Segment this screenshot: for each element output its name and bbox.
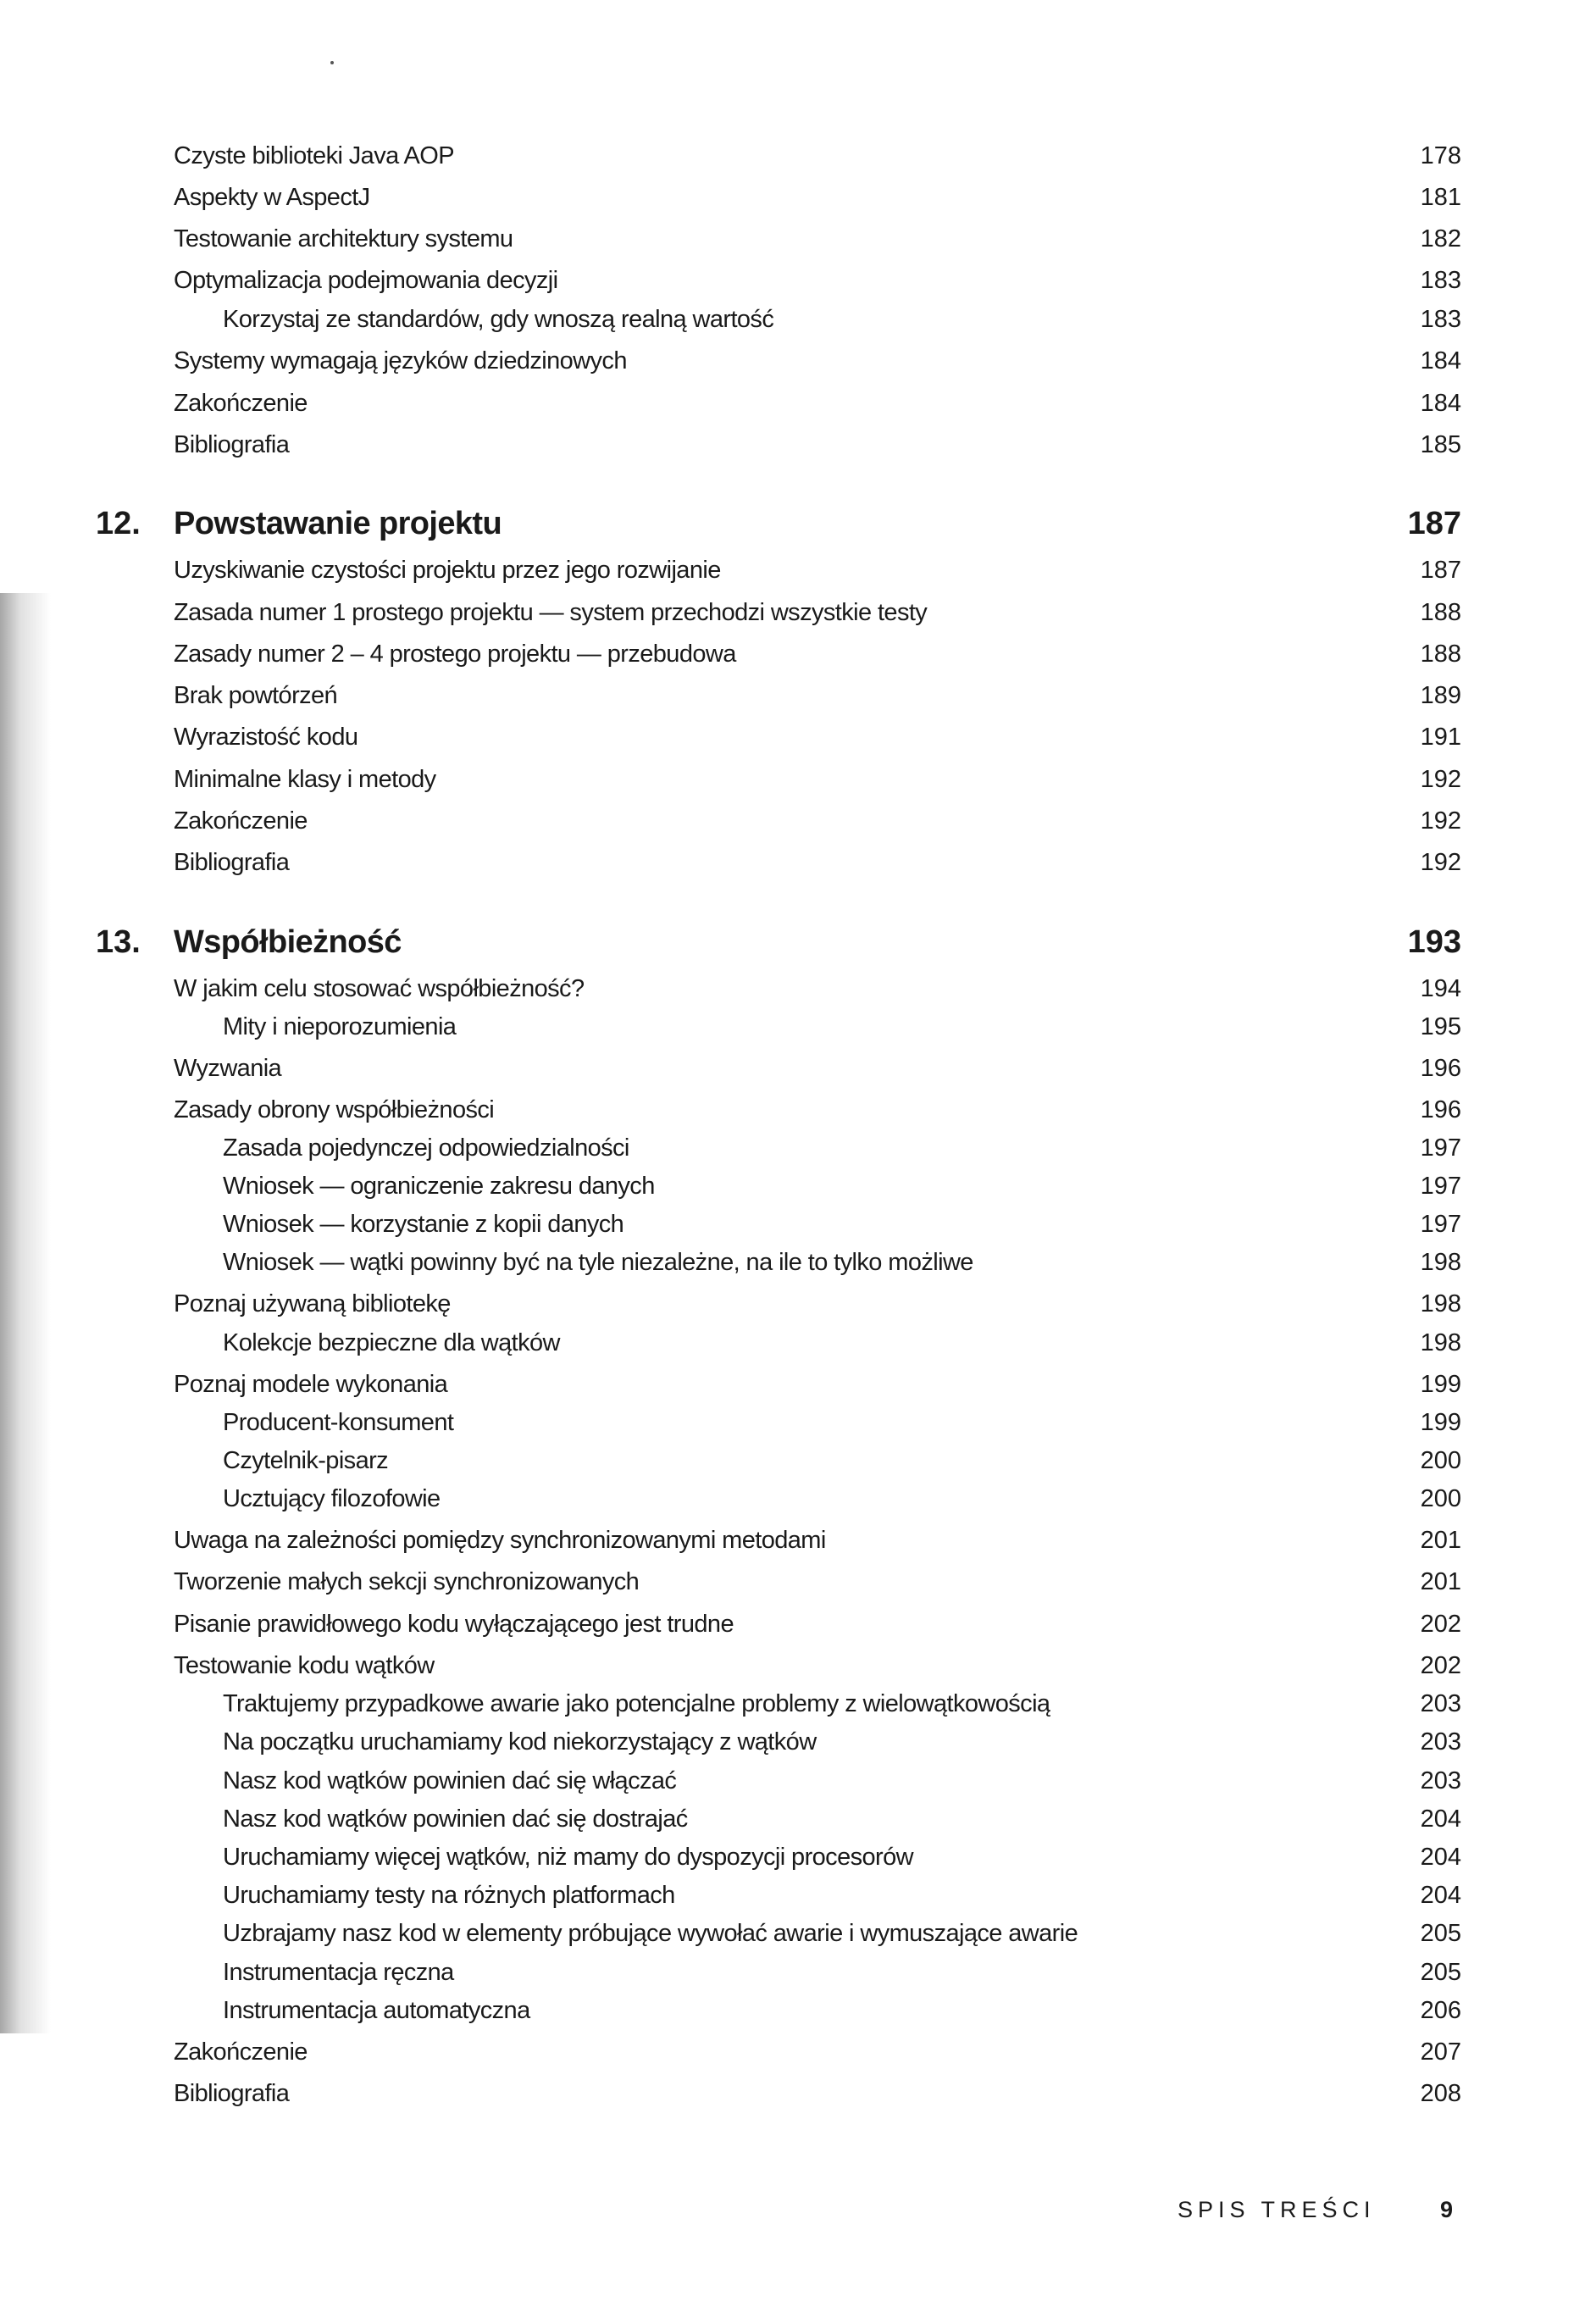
entry-page: 197: [1420, 1134, 1461, 1162]
toc-entry: [174, 846, 1461, 879]
toc-subentry: [174, 1131, 1461, 1165]
entry-title: Uzyskiwanie czystości projektu przez jego rozwijanie: [174, 557, 721, 584]
entry-page: 207: [1420, 2038, 1461, 2066]
toc-entry: [174, 222, 1461, 256]
toc-entry: [174, 1367, 1461, 1401]
entry-page: 205: [1420, 1959, 1461, 1986]
entry-title: Wyzwania: [174, 1055, 282, 1082]
entry-title: Optymalizacja podejmowania decyzji: [174, 267, 558, 294]
entry-page: 194: [1420, 975, 1461, 1002]
toc-entry: [174, 1093, 1461, 1127]
toc-entry: [174, 428, 1461, 462]
entry-page: 189: [1420, 682, 1461, 709]
entry-page: 183: [1420, 267, 1461, 294]
entry-title: Uruchamiamy testy na różnych platformach: [223, 1882, 675, 1909]
entry-page: 202: [1420, 1611, 1461, 1638]
entry-page: 201: [1420, 1568, 1461, 1595]
entry-page: 197: [1420, 1173, 1461, 1200]
toc-entry: [174, 553, 1461, 587]
entry-page: 205: [1420, 1920, 1461, 1947]
toc-subentry: [174, 1840, 1461, 1874]
entry-page: 182: [1420, 225, 1461, 252]
entry-page: 208: [1420, 2080, 1461, 2107]
toc-entry: [174, 1649, 1461, 1683]
entry-title: Uwaga na zależności pomiędzy synchronizowanymi metodami: [174, 1527, 826, 1554]
entry-title: Zakończenie: [174, 807, 308, 835]
entry-page: 188: [1420, 641, 1461, 668]
toc-subentry: [174, 1406, 1461, 1439]
toc-entry: [174, 139, 1461, 173]
entry-page: 181: [1420, 184, 1461, 211]
entry-page: 192: [1420, 849, 1461, 876]
footer-page-number: 9: [1440, 2197, 1454, 2222]
entry-page: 206: [1420, 1997, 1461, 2024]
entry-title: Wyrazistość kodu: [174, 724, 358, 751]
toc-subentry: [174, 1916, 1461, 1950]
chapter-title: Powstawanie projektu: [174, 506, 502, 541]
entry-title: Bibliografia: [174, 431, 290, 458]
entry-title: Zasada pojedynczej odpowiedzialności: [223, 1134, 629, 1162]
toc-subentry: [174, 1245, 1461, 1279]
toc-entry: [174, 1607, 1461, 1641]
toc-entry: [174, 1287, 1461, 1321]
entry-page: 184: [1420, 347, 1461, 374]
chapter-page: 187: [1407, 506, 1461, 541]
chapter-number: 13.: [96, 924, 141, 960]
entry-title: Na początku uruchamiamy kod niekorzystający z wątków: [223, 1728, 817, 1755]
entry-page: 203: [1420, 1728, 1461, 1755]
entry-title: Ucztujący filozofowie: [223, 1485, 441, 1512]
entry-page: 192: [1420, 807, 1461, 835]
entry-title: Uruchamiamy więcej wątków, niż mamy do dyspozycji procesorów: [223, 1844, 913, 1871]
entry-title: Pisanie prawidłowego kodu wyłączającego jest trudne: [174, 1611, 734, 1638]
toc-entry: [174, 1051, 1461, 1085]
entry-page: 196: [1420, 1096, 1461, 1123]
chapter-heading: [96, 502, 1461, 545]
entry-title: Poznaj modele wykonania: [174, 1371, 448, 1398]
chapter-heading: [96, 921, 1461, 963]
entry-title: Minimalne klasy i metody: [174, 766, 436, 793]
toc-entry: [174, 180, 1461, 214]
entry-page: 195: [1420, 1013, 1461, 1040]
entry-title: Czyste biblioteki Java AOP: [174, 142, 454, 169]
entry-page: 185: [1420, 431, 1461, 458]
toc-entry: [174, 972, 1461, 1006]
entry-title: Nasz kod wątków powinien dać się dostrajać: [223, 1805, 688, 1833]
entry-page: 196: [1420, 1055, 1461, 1082]
toc-subentry: [174, 302, 1461, 336]
toc-entry: [174, 804, 1461, 838]
toc-entry: [174, 596, 1461, 630]
toc-subentry: [174, 1207, 1461, 1241]
entry-title: Tworzenie małych sekcji synchronizowanych: [174, 1568, 640, 1595]
toc-entry: [174, 1565, 1461, 1599]
toc-subentry: [174, 1169, 1461, 1203]
entry-title: Wniosek — wątki powinny być na tyle niezależne, na ile to tylko możliwe: [223, 1249, 973, 1276]
entry-title: Uzbrajamy nasz kod w elementy próbujące wywołać awarie i wymuszające awarie: [223, 1920, 1078, 1947]
toc-subentry: [174, 1444, 1461, 1478]
toc-subentry: [174, 1802, 1461, 1836]
entry-title: Zakończenie: [174, 390, 308, 417]
chapter-number: 12.: [96, 506, 141, 541]
entry-page: 201: [1420, 1527, 1461, 1554]
entry-page: 184: [1420, 390, 1461, 417]
toc-subentry: [174, 1010, 1461, 1044]
entry-page: 204: [1420, 1805, 1461, 1833]
entry-page: 191: [1420, 724, 1461, 751]
entry-title: Nasz kod wątków powinien dać się włączać: [223, 1767, 677, 1794]
entry-page: 202: [1420, 1652, 1461, 1679]
entry-title: W jakim celu stosować współbieżność?: [174, 975, 585, 1002]
entry-title: Aspekty w AspectJ: [174, 184, 370, 211]
entry-page: 198: [1420, 1290, 1461, 1317]
entry-page: 200: [1420, 1485, 1461, 1512]
entry-title: Mity i nieporozumienia: [223, 1013, 457, 1040]
entry-title: Traktujemy przypadkowe awarie jako potencjalne problemy z wielowątkowością: [223, 1690, 1050, 1717]
footer-section-label: SPIS TREŚCI: [1178, 2197, 1376, 2222]
entry-page: 187: [1420, 557, 1461, 584]
entry-title: Brak powtórzeń: [174, 682, 338, 709]
toc-entry: [174, 344, 1461, 378]
entry-title: Zasady numer 2 – 4 prostego projektu — przebudowa: [174, 641, 736, 668]
toc-entry: [174, 263, 1461, 297]
toc-entry: [174, 386, 1461, 420]
entry-title: Poznaj używaną bibliotekę: [174, 1290, 451, 1317]
toc-subentry: [174, 1687, 1461, 1721]
toc-subentry: [174, 1482, 1461, 1516]
entry-title: Wniosek — korzystanie z kopii danych: [223, 1211, 624, 1238]
entry-page: 199: [1420, 1409, 1461, 1436]
entry-title: Instrumentacja automatyczna: [223, 1997, 530, 2024]
toc-entry: [174, 1523, 1461, 1557]
entry-title: Zasada numer 1 prostego projektu — system przechodzi wszystkie testy: [174, 599, 928, 626]
entry-title: Czytelnik-pisarz: [223, 1447, 389, 1474]
entry-page: 197: [1420, 1211, 1461, 1238]
entry-title: Bibliografia: [174, 2080, 290, 2107]
entry-page: 204: [1420, 1844, 1461, 1871]
toc-subentry: [174, 1725, 1461, 1759]
entry-page: 198: [1420, 1329, 1461, 1356]
entry-page: 199: [1420, 1371, 1461, 1398]
toc-entry: [174, 679, 1461, 713]
toc-entry: [174, 2077, 1461, 2110]
toc-entry: [174, 763, 1461, 796]
entry-title: Kolekcje bezpieczne dla wątków: [223, 1329, 560, 1356]
entry-page: 198: [1420, 1249, 1461, 1276]
chapter-page: 193: [1407, 924, 1461, 960]
entry-title: Systemy wymagają języków dziedzinowych: [174, 347, 627, 374]
scan-edge-shadow: [0, 593, 51, 2033]
entry-page: 192: [1420, 766, 1461, 793]
entry-title: Testowanie kodu wątków: [174, 1652, 435, 1679]
toc-entry: [174, 637, 1461, 671]
entry-page: 203: [1420, 1690, 1461, 1717]
entry-page: 203: [1420, 1767, 1461, 1794]
entry-title: Testowanie architektury systemu: [174, 225, 513, 252]
entry-page: 178: [1420, 142, 1461, 169]
toc-entry: [174, 2035, 1461, 2069]
entry-page: 204: [1420, 1882, 1461, 1909]
toc-subentry: [174, 1326, 1461, 1360]
entry-title: Korzystaj ze standardów, gdy wnoszą realną wartość: [223, 306, 774, 333]
chapter-title: Współbieżność: [174, 924, 402, 960]
scan-speck: [330, 61, 334, 64]
toc-subentry: [174, 1878, 1461, 1912]
entry-title: Wniosek — ograniczenie zakresu danych: [223, 1173, 655, 1200]
entry-page: 200: [1420, 1447, 1461, 1474]
entry-page: 188: [1420, 599, 1461, 626]
entry-page: 183: [1420, 306, 1461, 333]
entry-title: Zakończenie: [174, 2038, 308, 2066]
toc-subentry: [174, 1764, 1461, 1798]
entry-title: Instrumentacja ręczna: [223, 1959, 454, 1986]
toc-subentry: [174, 1994, 1461, 2027]
toc-entry: [174, 720, 1461, 754]
toc-subentry: [174, 1955, 1461, 1989]
entry-title: Bibliografia: [174, 849, 290, 876]
entry-title: Producent-konsument: [223, 1409, 454, 1436]
entry-title: Zasady obrony współbieżności: [174, 1096, 495, 1123]
